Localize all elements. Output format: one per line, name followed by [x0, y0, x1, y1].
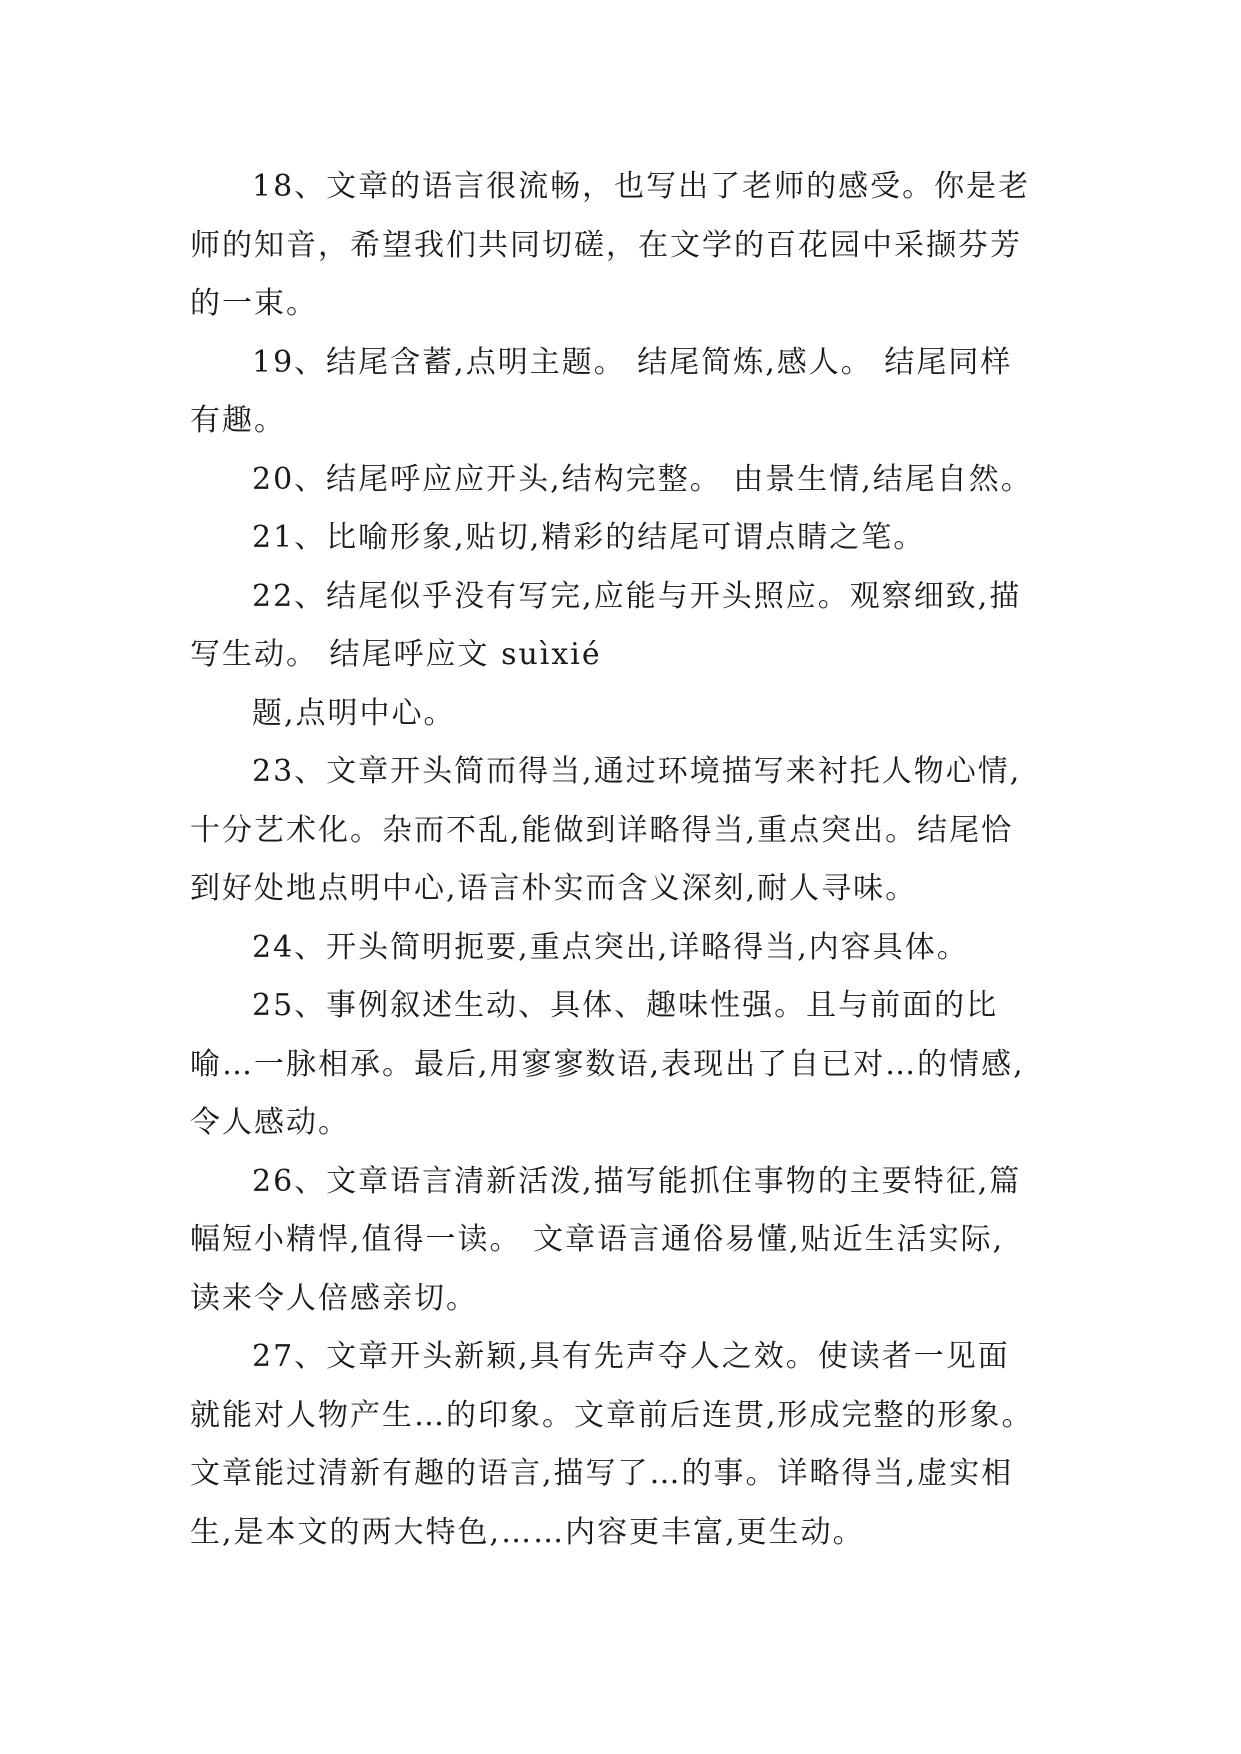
paragraph-23-line-2: 十分艺术化。杂而不乱,能做到详略得当,重点突出。结尾恰	[190, 812, 1014, 848]
paragraph-23-line-1: 23、文章开头简而得当,通过环境描写来衬托人物心情,	[252, 754, 1022, 789]
paragraph-24-line-1: 24、开头简明扼要,重点突出,详略得当,内容具体。	[252, 929, 969, 965]
paragraph-23-line-3: 到好处地点明中心,语言朴实而含义深刻,耐人寻味。	[190, 871, 918, 906]
paragraph-27-line-3: 文章能过清新有趣的语言,描写了…的事。详略得当,虚实相	[190, 1456, 1014, 1491]
paragraph-19-line-2: 有趣。	[190, 403, 286, 438]
paragraph-21-line-1: 21、比喻形象,贴切,精彩的结尾可谓点睛之笔。	[252, 520, 926, 555]
paragraph-22-line-1: 22、结尾似乎没有写完,应能与开头照应。观察细致,描	[252, 578, 1022, 614]
paragraph-20-line-1: 20、结尾呼应应开头,结构完整。 由景生情,结尾自然。	[252, 461, 1033, 497]
paragraph-27-line-2: 就能对人物产生…的印象。文章前后连贯,形成完整的形象。	[190, 1397, 1034, 1433]
paragraph-22-line-3: 题,点明中心。	[252, 695, 456, 731]
paragraph-26-line-2: 幅短小精悍,值得一读。 文章语言通俗易懂,贴近生活实际,	[190, 1222, 1005, 1257]
paragraph-26-line-1: 26、文章语言清新活泼,描写能抓住事物的主要特征,篇	[252, 1163, 1022, 1199]
paragraph-25-line-3: 令人感动。	[190, 1105, 350, 1140]
paragraph-18-line-1: 18、文章的语言很流畅，也写出了老师的感受。你是老	[252, 169, 1031, 204]
paragraph-18-line-3: 的一束。	[190, 286, 318, 321]
paragraph-26-line-3: 读来令人倍感亲切。	[190, 1280, 478, 1316]
paragraph-19-line-1: 19、结尾含蓄,点明主题。 结尾简炼,感人。 结尾同样	[252, 344, 1013, 380]
paragraph-18-line-2: 师的知音，希望我们共同切磋，在文学的百花园中采撷芬芳	[190, 227, 1022, 263]
paragraph-25-line-2: 喻…一脉相承。最后,用寥寥数语,表现出了自已对…的情感,	[190, 1046, 1025, 1082]
paragraph-22-line-2: 写生动。 结尾呼应文 suìxié	[190, 637, 602, 672]
paragraph-27-line-1: 27、文章开头新颖,具有先声夺人之效。使读者一见面	[252, 1339, 1010, 1374]
paragraph-27-line-4: 生,是本文的两大特色,……内容更丰富,更生动。	[190, 1514, 865, 1550]
paragraph-25-line-1: 25、事例叙述生动、具体、趣味性强。且与前面的比	[252, 988, 999, 1023]
document-body	[190, 158, 1070, 1562]
